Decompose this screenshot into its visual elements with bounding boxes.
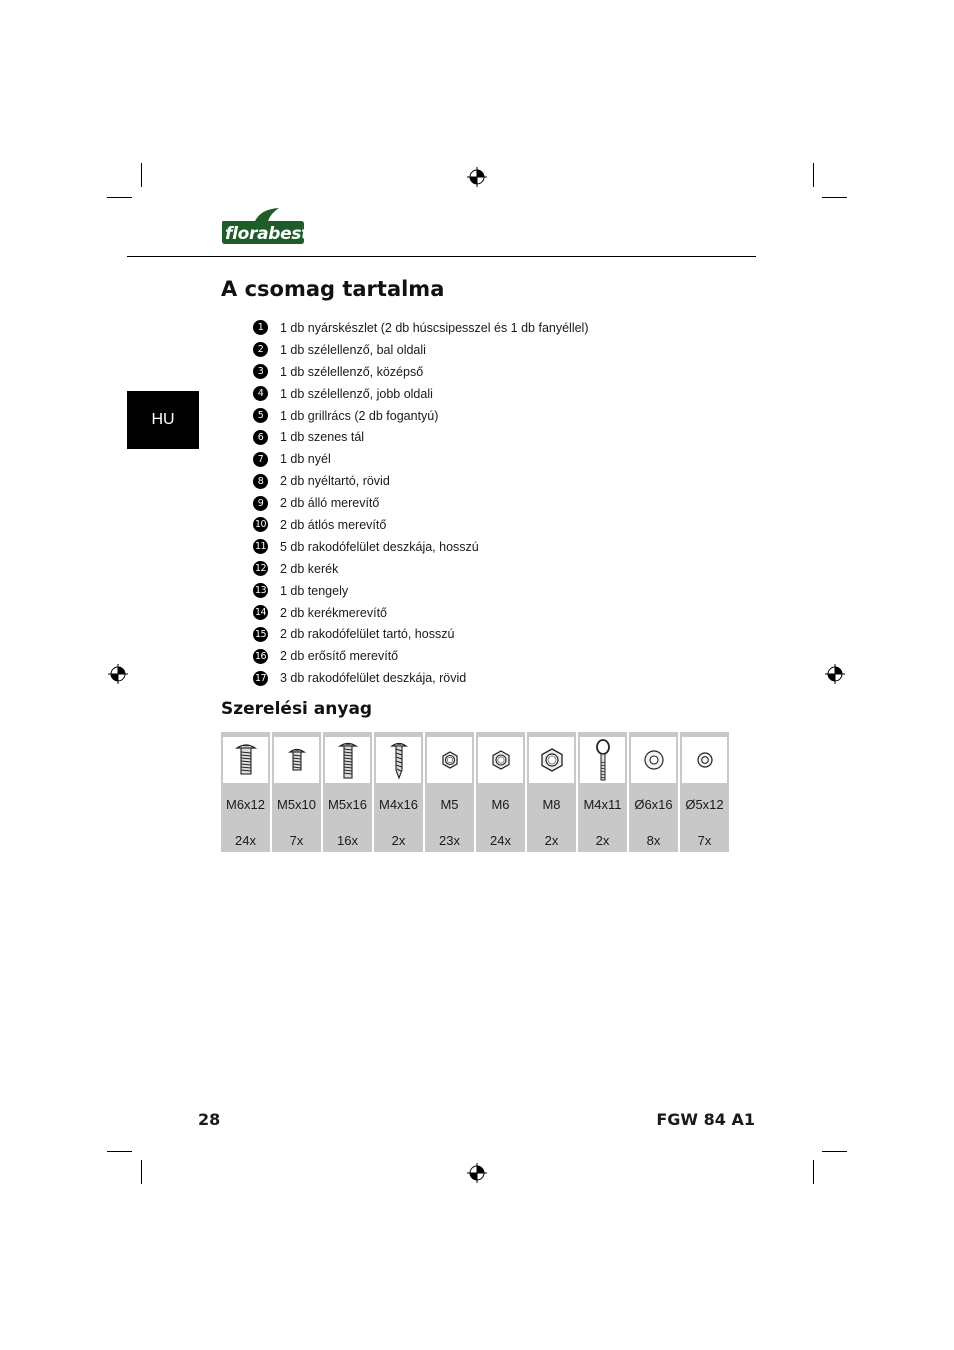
eye-bolt-icon (588, 738, 618, 782)
item-text: 1 db tengely (280, 583, 349, 598)
registration-mark-icon (467, 1163, 487, 1183)
hardware-size: M5x10 (276, 797, 317, 812)
item-number: 15 (254, 628, 267, 640)
item-text: 2 db kerék (280, 561, 339, 576)
item-text: 5 db rakodófelület deszkája, hosszú (280, 539, 479, 554)
item-number: 13 (254, 585, 267, 597)
bolt-icon (333, 740, 363, 780)
item-text: 1 db grillrács (2 db fogantyú) (280, 408, 439, 423)
hardware-size: M4x16 (378, 797, 419, 812)
crop-mark (141, 1160, 142, 1184)
hardware-quantity: 8x (646, 833, 661, 848)
item-number: 12 (254, 563, 267, 575)
item-text: 1 db szenes tál (280, 430, 365, 445)
item-text: 1 db nyárskészlet (2 db húscsipesszel és 1 db fanyéllel) (280, 320, 589, 335)
hardware-cell (578, 732, 627, 852)
crop-mark (813, 163, 814, 187)
item-text: 1 db szélellenző, jobb oldali (280, 386, 433, 401)
list-item (253, 361, 589, 383)
nut-icon (537, 745, 567, 775)
item-number: 6 (253, 430, 268, 445)
hardware-cell (272, 732, 321, 852)
registration-mark-icon (825, 664, 845, 684)
list-item (253, 426, 589, 448)
model-number: FGW 84 A1 (656, 1110, 755, 1129)
list-item (253, 492, 589, 514)
list-item (253, 339, 589, 361)
item-text: 2 db álló merevítő (280, 496, 380, 511)
item-text: 2 db erősítő merevítő (280, 649, 399, 664)
item-number: 4 (253, 386, 268, 401)
item-number: 14 (254, 607, 267, 619)
hardware-size: Ø6x16 (634, 797, 673, 812)
washer-icon (690, 745, 720, 775)
brand-name: florabest (225, 224, 310, 244)
list-item (253, 667, 589, 689)
section-title: Szerelési anyag (221, 699, 373, 719)
hardware-cell (425, 732, 474, 852)
item-text: 2 db átlós merevítő (280, 517, 387, 532)
item-number: 7 (253, 452, 268, 467)
washer-icon (639, 745, 669, 775)
hardware-cell (680, 732, 729, 852)
list-item (253, 317, 589, 339)
nut-icon (435, 745, 465, 775)
list-item (253, 448, 589, 470)
item-text: 1 db szélellenző, bal oldali (280, 342, 426, 357)
hardware-quantity: 2x (544, 833, 559, 848)
list-item (253, 383, 589, 405)
item-text: 1 db szélellenző, középső (280, 364, 424, 379)
item-text: 1 db nyél (280, 452, 331, 467)
crop-mark (141, 163, 142, 187)
registration-mark-icon (467, 167, 487, 187)
item-number: 16 (254, 650, 267, 662)
registration-mark-icon (108, 664, 128, 684)
item-text: 3 db rakodófelület deszkája, rövid (280, 671, 467, 686)
crop-mark (107, 1151, 132, 1152)
hardware-size: M4x11 (583, 797, 622, 812)
list-item (253, 645, 589, 667)
crop-mark (107, 197, 132, 198)
hardware-quantity: 24x (490, 833, 511, 848)
page-title: A csomag tartalma (221, 277, 445, 301)
hardware-cell (476, 732, 525, 852)
list-item (253, 623, 589, 645)
crop-mark (822, 197, 847, 198)
item-number: 11 (254, 541, 267, 553)
hardware-table (221, 732, 729, 852)
hardware-cell (629, 732, 678, 852)
hardware-quantity: 2x (595, 833, 610, 848)
item-number: 17 (254, 672, 267, 684)
hardware-size: M6 (491, 797, 510, 812)
hardware-quantity: 24x (235, 833, 256, 848)
nut-icon (486, 745, 516, 775)
item-number: 3 (253, 364, 268, 379)
page-number: 28 (198, 1110, 221, 1129)
item-number: 2 (253, 342, 268, 357)
hardware-cell (221, 732, 270, 852)
hardware-cell (374, 732, 423, 852)
hardware-quantity: 7x (697, 833, 712, 848)
crop-mark (822, 1151, 847, 1152)
item-text: 2 db rakodófelület tartó, hosszú (280, 627, 455, 642)
header-rule (127, 256, 756, 257)
list-item (253, 470, 589, 492)
package-contents-list (253, 317, 589, 689)
screw-icon (384, 740, 414, 780)
list-item (253, 602, 589, 624)
list-item (253, 536, 589, 558)
list-item (253, 558, 589, 580)
hardware-size: M5x16 (327, 797, 368, 812)
hardware-size: M6x12 (225, 797, 266, 812)
hardware-quantity: 7x (289, 833, 304, 848)
item-number: 9 (253, 496, 268, 511)
hardware-cell (527, 732, 576, 852)
hardware-size: Ø5x12 (685, 797, 724, 812)
item-number: 10 (254, 519, 267, 531)
hardware-size: M8 (542, 797, 561, 812)
item-number: 5 (253, 408, 268, 423)
crop-mark (813, 1160, 814, 1184)
hardware-quantity: 23x (439, 833, 460, 848)
hardware-quantity: 16x (337, 833, 358, 848)
item-number: 1 (253, 320, 268, 335)
list-item (253, 580, 589, 602)
bolt-icon (282, 740, 312, 780)
item-number: 8 (253, 474, 268, 489)
bolt-icon (231, 740, 261, 780)
item-text: 2 db kerékmerevítő (280, 605, 387, 620)
list-item (253, 405, 589, 427)
hardware-cell (323, 732, 372, 852)
language-tab: HU (127, 391, 199, 449)
hardware-size: M5 (440, 797, 459, 812)
list-item (253, 514, 589, 536)
item-text: 2 db nyéltartó, rövid (280, 474, 390, 489)
hardware-quantity: 2x (391, 833, 406, 848)
brand-logo (221, 207, 310, 245)
